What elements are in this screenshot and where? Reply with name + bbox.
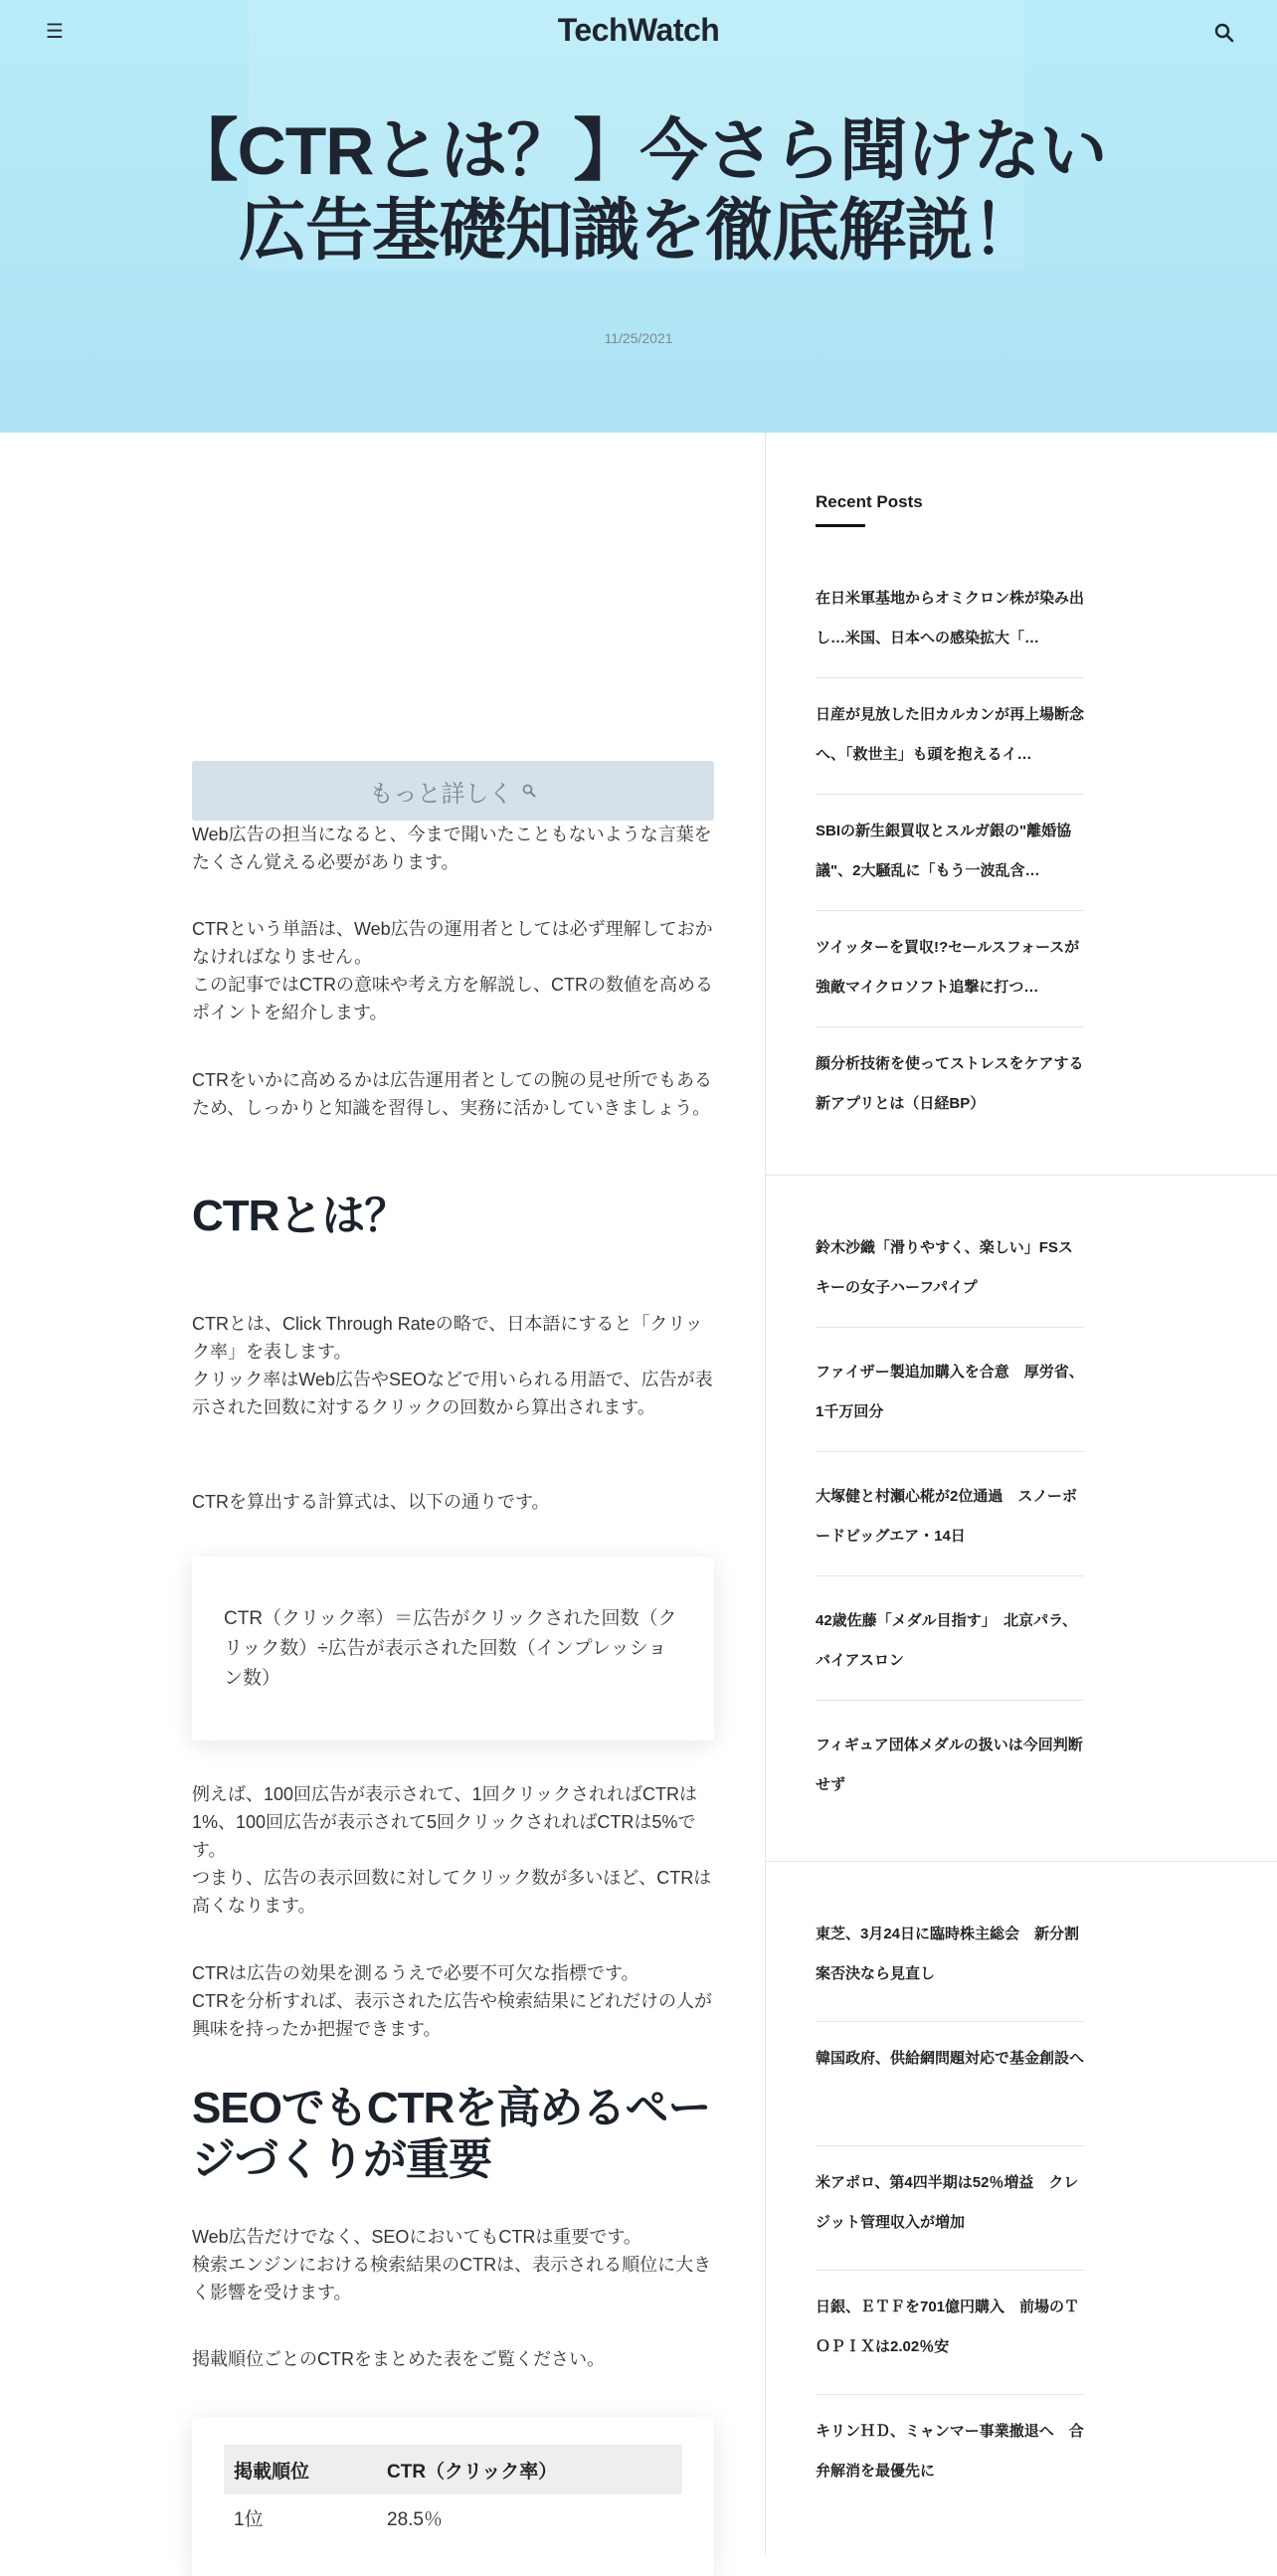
post-divider <box>816 1700 1084 1701</box>
sidebar-post-link[interactable]: 在日米軍基地からオミクロン株が染み出し…米国、日本への感染拡大「… <box>816 590 1085 646</box>
article-title: 【CTRとは？】今さら聞けない広告基礎知識を徹底解説！ <box>170 113 1107 269</box>
post-divider <box>816 2270 1084 2271</box>
sidebar-post-link[interactable]: ツイッターを買収!?セールスフォースが強敵マイクロソフト追撃に打つ… <box>816 939 1080 996</box>
section1-paragraph-1: CTRとは、Click Through Rateの略で、日本語にすると「クリック率」を表します。 クリック率はWeb広告やSEOなどで用いられる用語で、広告が表示された回数に対するクリックの回数から算出されます。 <box>192 1314 713 1417</box>
intro-paragraph-3: CTRをいかに高めるかは広告運用者としての腕の見せ所でもあるため、しっかりと知識を習得し、実務に活かしていきましょう。 <box>192 1070 712 1118</box>
intro-paragraph-2: CTRという単語は、Web広告の運用者としては必ず理解しておかなければなりません。 この記事ではCTRの意味や考え方を解説し、CTRの数値を高めるポイントを紹介します。 <box>192 919 713 1022</box>
table-cell-rank: 1位 <box>224 2494 377 2540</box>
site-title[interactable]: TechWatch <box>557 12 720 48</box>
post-divider <box>816 2021 1084 2022</box>
table-cell-ctr: 28.5％ <box>377 2494 682 2540</box>
section1-paragraph-2: CTRを算出する計算式は、以下の通りです。 <box>192 1492 550 1512</box>
hamburger-menu-icon[interactable]: ☰ <box>46 20 64 43</box>
section1-paragraph-4: CTRは広告の効果を測るうえで必要不可欠な指標です。 CTRを分析すれば、表示された広告や検索結果にどれだけの人が興味を持ったか把握できます。 <box>192 1963 712 2039</box>
recent-posts-heading: Recent Posts <box>816 492 923 511</box>
section-heading-seo: SEOでもCTRを高めるページづくりが重要 <box>192 2084 711 2184</box>
formula-box <box>192 1557 714 1741</box>
table-header-row <box>224 2445 682 2494</box>
post-divider <box>816 1026 1084 1027</box>
ctr-by-rank-table <box>224 2445 682 2540</box>
sidebar-post-link[interactable]: ファイザー製追加購入を合意 厚労省、1千万回分 <box>816 1364 1084 1420</box>
sidebar-post-link[interactable]: 韓国政府、供給網問題対応で基金創設へ <box>816 2050 1085 2067</box>
hero-header <box>0 0 1277 433</box>
sidebar-divider <box>765 433 766 2554</box>
sidebar-post-link[interactable]: フィギュア団体メダルの扱いは今回判断せず <box>816 1737 1083 1793</box>
search-icon <box>521 783 537 799</box>
sidebar-post-link[interactable]: 顔分析技術を使ってストレスをケアする新アプリとは（日経BP） <box>816 1055 1084 1112</box>
sidebar-post-link[interactable]: 鈴木沙織「滑りやすく、楽しい」FSスキーの女子ハーフパイプ <box>816 1239 1073 1296</box>
table-header-rank: 掲載順位 <box>224 2445 377 2494</box>
sidebar-post-link[interactable]: SBIの新生銀買収とスルガ銀の"離婚協議"、2大騒乱に「もう一波乱含… <box>816 823 1072 879</box>
post-divider <box>816 1327 1084 1328</box>
sidebar-post-link[interactable]: 日銀、ＥＴＦを701億円購入 前場のＴＯＰＩＸは2.02％安 <box>816 2299 1080 2355</box>
more-details-button[interactable] <box>192 761 714 821</box>
sidebar-block-divider <box>766 1861 1277 1862</box>
sidebar-post-link[interactable]: 日産が見放した旧カルカンが再上場断念へ、「救世主」も頭を抱えるイ… <box>816 706 1085 763</box>
post-divider <box>816 794 1084 795</box>
search-icon[interactable] <box>1212 21 1236 45</box>
table-row <box>224 2494 682 2540</box>
article-date: 11/25/2021 <box>604 330 673 346</box>
more-details-label: もっと詳しく <box>369 780 513 808</box>
post-divider <box>816 2145 1084 2146</box>
table-header-ctr: CTR（クリック率） <box>377 2445 682 2494</box>
sidebar-post-link[interactable]: 42歳佐藤「メダル目指す」 北京パラ、バイアスロン <box>816 1612 1077 1669</box>
post-divider <box>816 1451 1084 1452</box>
section-heading-ctr: CTRとは？ <box>192 1192 408 1240</box>
formula-text: CTR（クリック率）＝広告がクリックされた回数（クリック数）÷広告が表示された回数（インプレッション数） <box>224 1608 677 1689</box>
ctr-table-card <box>192 2417 714 2576</box>
heading-underline <box>816 524 865 527</box>
sidebar-post-link[interactable]: キリンＨＤ、ミャンマー事業撤退へ 合弁解消を最優先に <box>816 2423 1084 2480</box>
post-divider <box>816 1575 1084 1576</box>
post-divider <box>816 910 1084 911</box>
sidebar-post-link[interactable]: 米アポロ、第4四半期は52％増益 クレジット管理収入が増加 <box>816 2174 1079 2231</box>
sidebar-post-link[interactable]: 大塚健と村瀬心椛が2位通過 スノーボードビッグエア・14日 <box>816 1488 1077 1545</box>
intro-paragraph-1: Web広告の担当になると、今まで聞いたこともないような言葉をたくさん覚える必要があります。 <box>192 825 712 872</box>
post-divider <box>816 2394 1084 2395</box>
section2-paragraph-1: Web広告だけでなく、SEOにおいてもCTRは重要です。 検索エンジンにおける検索結果のCTRは、表示される順位に大きく影響を受けます。 <box>192 2227 712 2302</box>
section1-paragraph-3: 例えば、100回広告が表示されて、1回クリックされればCTRは1%、100回広告が表示されて5回クリックされればCTRは5%です。 つまり、広告の表示回数に対してクリック数が多いほど、CTRは高くなります。 <box>192 1784 712 1916</box>
section2-paragraph-2: 掲載順位ごとのCTRをまとめた表をご覧ください。 <box>192 2349 605 2369</box>
sidebar-post-link[interactable]: 東芝、3月24日に臨時株主総会 新分割案否決なら見直し <box>816 1926 1080 1982</box>
post-divider <box>816 677 1084 678</box>
sidebar-block-divider <box>766 1175 1277 1176</box>
